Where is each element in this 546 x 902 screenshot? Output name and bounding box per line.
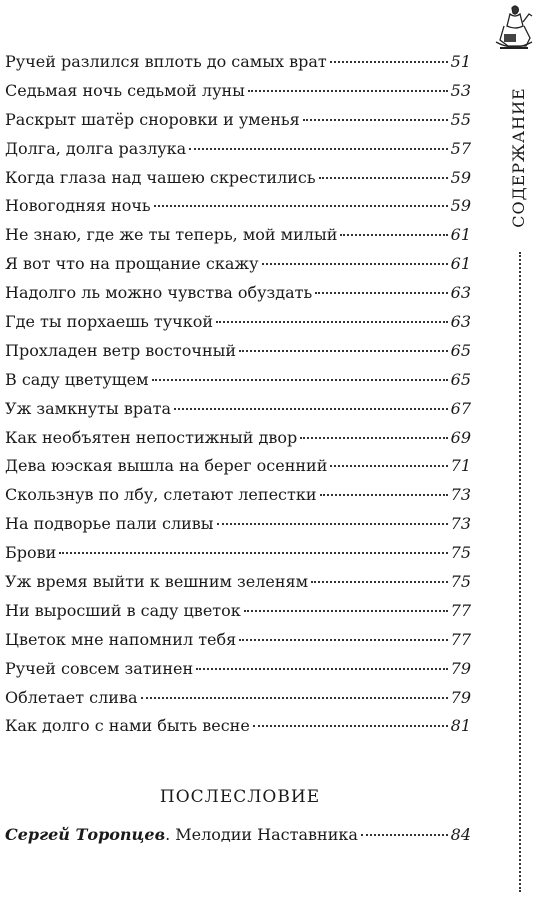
toc-page-number: 61 [450, 225, 471, 245]
contents-label-text: СОДЕРЖАНИЕ [508, 87, 528, 228]
toc-row [5, 221, 471, 250]
toc-page-number: 65 [450, 369, 471, 389]
toc-title: Не знаю, где же ты теперь, мой милый [5, 225, 338, 245]
toc-page-number: 63 [450, 283, 471, 303]
toc-row [5, 452, 471, 481]
toc-row [5, 510, 471, 539]
toc-title: Прохладен ветр восточный [5, 340, 237, 360]
leader-dots [154, 205, 448, 207]
toc-row [5, 655, 471, 684]
toc-page-number: 55 [450, 109, 471, 129]
toc-row [5, 395, 471, 424]
leader-dots [330, 465, 447, 467]
toc-row [5, 424, 471, 453]
leader-dots [196, 668, 448, 670]
toc-row [5, 77, 471, 106]
leader-dots [262, 263, 448, 265]
toc-page-number: 61 [450, 254, 471, 274]
contents-label [502, 70, 534, 245]
toc-title: Долга, долга разлука [5, 138, 187, 158]
toc-page-number: 77 [450, 600, 471, 620]
toc-page-number: 51 [450, 52, 471, 71]
toc-title: Цветок мне напомнил тебя [5, 629, 237, 649]
toc-title: На подворье пали сливы [5, 514, 214, 534]
leader-dots [216, 321, 448, 323]
toc-page-number: 79 [450, 658, 471, 678]
leader-dots [189, 148, 447, 150]
toc-title: Дева юэская вышла на берег осенний [5, 456, 328, 476]
toc-page-number: 73 [450, 485, 471, 505]
toc-page-number: 63 [450, 312, 471, 332]
leader-dots [303, 119, 448, 121]
toc-title: Раскрыт шатёр сноровки и уменья [5, 109, 300, 129]
leader-dots [244, 610, 448, 612]
toc-row [5, 308, 471, 337]
toc-title: Седьмая ночь седьмой луны [5, 80, 245, 100]
toc-row [5, 481, 471, 510]
toc-row [5, 164, 471, 193]
toc-title: Где ты порхаешь тучкой [5, 312, 214, 332]
leader-dots [152, 379, 448, 381]
toc-page-number: 79 [450, 687, 471, 707]
leader-dots [330, 61, 448, 63]
afterword-entry [5, 821, 471, 850]
toc-title: Как необъятен непостижный двор [5, 427, 298, 447]
toc-page-number: 75 [450, 543, 471, 563]
leader-dots [311, 581, 448, 583]
toc-title: Ни выросший в саду цветок [5, 600, 241, 620]
leader-dots [239, 639, 447, 641]
leader-dots [59, 552, 447, 554]
afterword-author: Сергей Торопцев [5, 825, 166, 844]
toc-title: Я вот что на прощание скажу [5, 254, 259, 274]
dotted-side-rule [519, 252, 521, 892]
toc-page-number: 65 [450, 340, 471, 360]
toc-row [5, 539, 471, 568]
leader-dots [319, 177, 448, 179]
toc-page-number: 77 [450, 629, 471, 649]
leader-dots [315, 292, 447, 294]
toc-page-number: 67 [450, 398, 471, 418]
toc-row [5, 568, 471, 597]
afterword-page-number: 84 [450, 825, 471, 844]
toc-title: Уж замкнуты врата [5, 398, 172, 418]
toc-row [5, 135, 471, 164]
section-heading: ПОСЛЕСЛОВИЕ [159, 787, 321, 807]
toc-title: Брови [5, 543, 57, 563]
table-of-contents [5, 48, 471, 741]
leader-dots [320, 494, 448, 496]
toc-row [5, 712, 471, 741]
toc-page-number: 59 [450, 167, 471, 187]
toc-row [5, 597, 471, 626]
toc-page-number: 71 [450, 456, 471, 476]
toc-title: В саду цветущем [5, 369, 149, 389]
toc-row [5, 192, 471, 221]
sage-figure-icon [490, 2, 538, 54]
toc-title: Как долго с нами быть весне [5, 716, 250, 736]
toc-row-afterword [5, 821, 471, 850]
leader-dots [300, 437, 447, 439]
toc-title: Облетает слива [5, 687, 138, 707]
leader-dots [253, 725, 448, 727]
toc-title: Новогодняя ночь [5, 196, 151, 216]
toc-row [5, 366, 471, 395]
toc-row [5, 250, 471, 279]
afterword-title [5, 821, 358, 850]
leader-dots [174, 408, 448, 410]
toc-row [5, 626, 471, 655]
toc-row [5, 279, 471, 308]
leader-dots [141, 697, 448, 699]
toc-row [5, 337, 471, 366]
toc-page-number: 53 [450, 80, 471, 100]
leader-dots [239, 350, 448, 352]
leader-dots [248, 90, 448, 92]
toc-title: Ручей разлился вплоть до самых врат [5, 52, 327, 71]
leader-dots [361, 834, 448, 836]
toc-page-number: 81 [450, 716, 471, 736]
toc-page-number: 73 [450, 514, 471, 534]
toc-title: Когда глаза над чашею скрестились [5, 167, 316, 187]
toc-page-number: 69 [450, 427, 471, 447]
leader-dots [340, 234, 447, 236]
toc-page-number: 57 [450, 138, 471, 158]
toc-row [5, 106, 471, 135]
toc-title: Ручей совсем затинен [5, 658, 194, 678]
toc-row [5, 48, 471, 77]
leader-dots [217, 523, 448, 525]
toc-title: Надолго ль можно чувства обуздать [5, 283, 313, 303]
afterword-work-title: . Мелодии Наставника [165, 825, 358, 844]
toc-row [5, 684, 471, 713]
toc-page-number: 59 [450, 196, 471, 216]
toc-page-number: 75 [450, 572, 471, 592]
toc-title: Скользнув по лбу, слетают лепестки [5, 485, 317, 505]
toc-title: Уж время выйти к вешним зеленям [5, 572, 309, 592]
